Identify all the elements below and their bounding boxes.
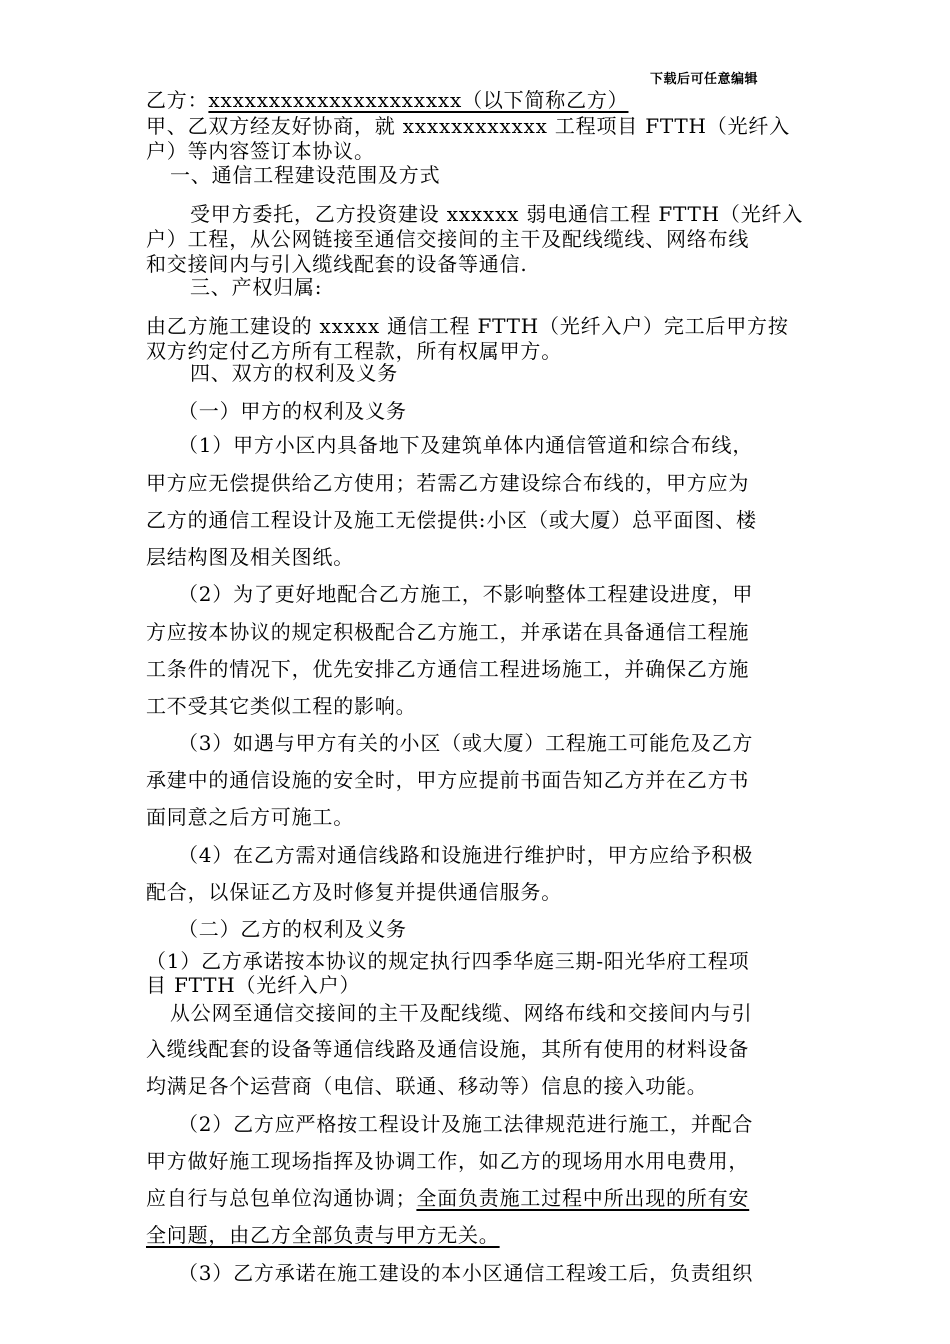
body-line: （2）为了更好地配合乙方施工，不影响整体工程建设进度，甲 bbox=[178, 582, 754, 606]
subsection-heading: （二）乙方的权利及义务 bbox=[178, 917, 407, 941]
body-line: 由乙方施工建设的 xxxxx 通信工程 FTTH（光纤入户）完工后甲方按 bbox=[146, 314, 789, 338]
body-line: 和交接间内与引入缆线配套的设备等通信. bbox=[146, 252, 528, 276]
body-line: 入缆线配套的设备等通信线路及通信设施，其所有使用的材料设备 bbox=[146, 1037, 750, 1061]
body-line bbox=[146, 1222, 500, 1248]
underlined-clause: 全面负责施工过程中所出现的所有安 bbox=[416, 1186, 750, 1210]
body-line: 受甲方委托，乙方投资建设 xxxxxx 弱电通信工程 FTTH（光纤入 bbox=[190, 202, 804, 226]
body-line: 配合，以保证乙方及时修复并提供通信服务。 bbox=[146, 880, 562, 904]
watermark: 下载后可任意编辑 bbox=[650, 72, 759, 87]
body-line: （3）乙方承诺在施工建设的本小区通信工程竣工后，负责组织 bbox=[178, 1261, 754, 1285]
body-line: 工不受其它类似工程的影响。 bbox=[146, 694, 417, 718]
body-line: 乙方的通信工程设计及施工无偿提供:小区（或大厦）总平面图、楼 bbox=[146, 508, 757, 532]
body-line: （1）甲方小区内具备地下及建筑单体内通信管道和综合布线， bbox=[178, 433, 754, 457]
body-line: （3）如遇与甲方有关的小区（或大厦）工程施工可能危及乙方 bbox=[178, 731, 754, 755]
body-line: 甲方应无偿提供给乙方使用；若需乙方建设综合布线的，甲方应为 bbox=[146, 471, 750, 495]
body-line: （4）在乙方需对通信线路和设施进行维护时，甲方应给予积极 bbox=[178, 843, 754, 867]
intro-line: 甲、乙双方经友好协商，就 xxxxxxxxxxxx 工程项目 FTTH（光纤入 bbox=[146, 114, 790, 138]
party-b-value: xxxxxxxxxxxxxxxxxxxxx（以下简称乙方） bbox=[208, 88, 629, 112]
subsection-heading: （一）甲方的权利及义务 bbox=[178, 399, 407, 423]
underlined-clause: 全问题，由乙方全部负责与甲方无关。 bbox=[146, 1223, 500, 1247]
section-heading: 四、双方的权利及义务 bbox=[190, 361, 398, 385]
section-heading: 一、通信工程建设范围及方式 bbox=[170, 163, 441, 187]
body-line: 双方约定付乙方所有工程款，所有权属甲方。 bbox=[146, 339, 562, 363]
body-line: 工条件的情况下，优先安排乙方通信工程进场施工，并确保乙方施 bbox=[146, 657, 750, 681]
body-line: 户）工程，从公网链接至通信交接间的主干及配线缆线、网络布线 bbox=[146, 227, 750, 251]
body-text: 应自行与总包单位沟通协调； bbox=[146, 1186, 417, 1210]
party-b-label: 乙方： bbox=[146, 88, 209, 112]
body-line bbox=[146, 1185, 749, 1211]
body-line: 方应按本协议的规定积极配合乙方施工，并承诺在具备通信工程施 bbox=[146, 620, 750, 644]
body-line: 目 FTTH（光纤入户） bbox=[146, 973, 361, 997]
body-line: （2）乙方应严格按工程设计及施工法律规范进行施工，并配合 bbox=[178, 1112, 754, 1136]
body-line: 甲方做好施工现场指挥及协调工作，如乙方的现场用水用电费用， bbox=[146, 1149, 750, 1173]
body-line: 层结构图及相关图纸。 bbox=[146, 545, 354, 569]
intro-line: 户）等内容签订本协议。 bbox=[146, 139, 375, 163]
body-line: （1）乙方承诺按本协议的规定执行四季华庭三期-阳光华府工程项 bbox=[146, 949, 750, 973]
body-line: 承建中的通信设施的安全时，甲方应提前书面告知乙方并在乙方书 bbox=[146, 768, 750, 792]
body-line: 均满足各个运营商（电信、联通、移动等）信息的接入功能。 bbox=[146, 1074, 708, 1098]
body-line: 面同意之后方可施工。 bbox=[146, 805, 354, 829]
party-b-line bbox=[146, 87, 628, 113]
section-heading: 三、产权归属: bbox=[190, 275, 323, 299]
body-line: 从公网至通信交接间的主干及配线缆、网络布线和交接间内与引 bbox=[170, 1001, 753, 1025]
